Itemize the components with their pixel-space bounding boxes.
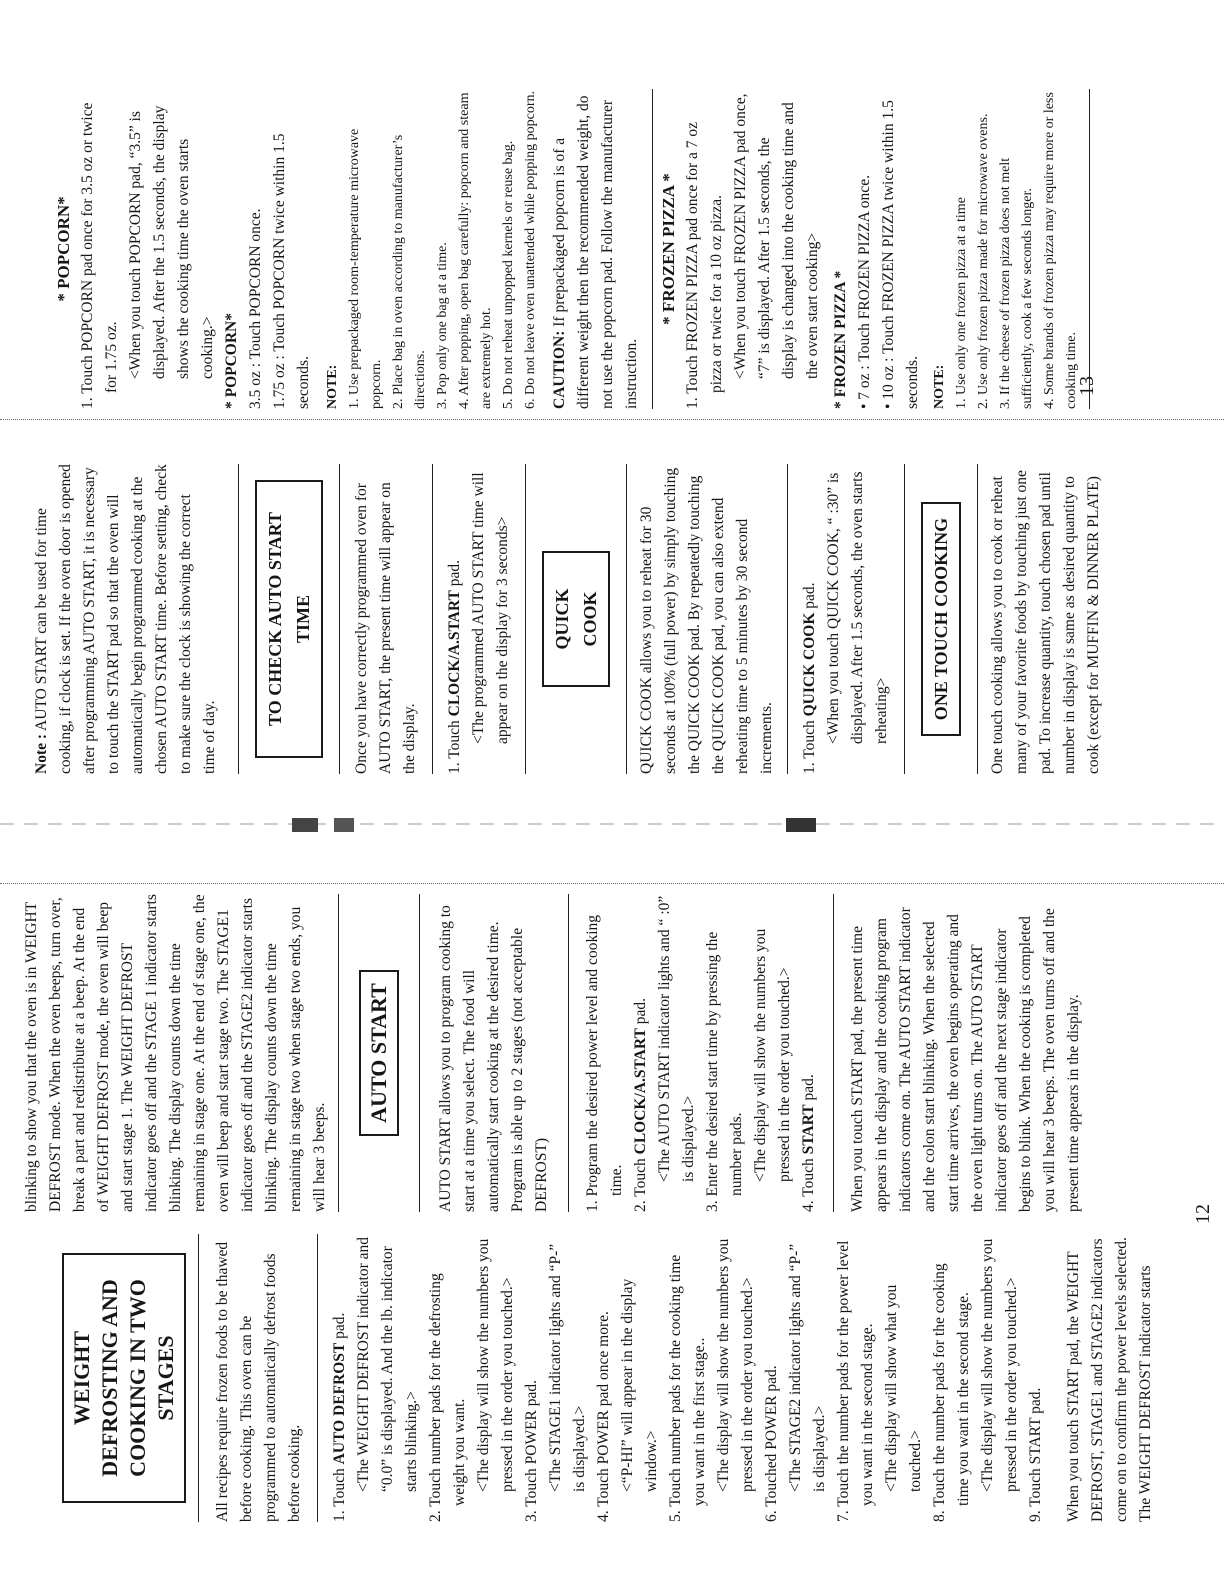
step-bold: CLOCK/A.START [446,590,463,717]
step-number: 1. [801,762,818,774]
step-item [701,894,797,1212]
pizza-summary-heading: * FROZEN PIZZA * [832,270,849,409]
staple-mark [786,818,816,832]
divider [568,894,569,1212]
step-item [629,894,701,1212]
intro-paragraph: All recipes require frozen foods to be thawed before cooking. This oven can be programmed to automatically defrost foods before cooking. [214,1241,303,1522]
pizza-notes [929,89,1083,409]
step-number: 2. [427,1510,444,1522]
staple-mark [292,818,318,832]
caution-label: CAUTION: [551,330,568,409]
divider [525,464,526,774]
step-text: Touch POWER pad. [523,1379,540,1507]
step-number: 1. [684,397,701,409]
step-text: Touch POWER pad once more. [595,1311,612,1507]
note-label: Note : [33,733,50,774]
step-number: 1. [331,1510,348,1522]
pizza-step [681,89,825,409]
note-item: 3. If the cheese of frozen pizza does not melt sufficiently, cook a few seconds longer. [998,157,1035,409]
step-sub: <When you touch FROZEN PIZZA pad once, “7” is displayed. After 1.5 seconds, the display is changed into the cooking time and the oven start cooking> [732,93,821,379]
step-sub: <The WEIGHT DEFROST indicator and “0.0” is displayed. And the lb. indicator starts blinking.> [355,1237,420,1492]
divider [338,894,339,1212]
column-weight-defrost [62,1234,1224,1522]
step-number: 7. [835,1510,852,1522]
step-text: Touch [331,1464,348,1507]
note-item: 4. After popping, open bag carefully: popcorn and steam are extremely hot. [457,92,494,409]
note-item: 6. Do not leave oven unattended while popping popcorn. [523,90,538,409]
pizza-summary-1: • 7 oz : Touch FROZEN PIZZA once. [856,175,873,409]
note-text: AUTO START can be used for time cooking, if clock is set. If the oven door is opened after programming AUTO START, it is necessary to touch the START pad so that the oven will automatically begin programmed cooking at the chosen AUTO START time. Before setting, check to make sure the clock is showing the correct time of day. [33,464,218,774]
step-text-after: pad. [331,1312,348,1343]
section-title-weight-defrost [62,1253,186,1503]
page-number-left: 12 [1192,1204,1214,1224]
column-separator [0,419,1224,420]
section-title-one-touch [921,502,961,736]
popcorn-notes [322,89,542,409]
step-item [520,1234,592,1522]
popcorn-note-label: NOTE: [325,364,340,409]
step-item [664,1234,760,1522]
staple-mark [334,818,354,832]
divider [626,464,627,774]
divider [1089,89,1090,409]
pizza-heading: * FROZEN PIZZA * [659,173,678,325]
step-number: 1. [79,397,96,409]
step-item [328,1234,424,1522]
step-sub: <The AUTO START indicator lights and “ :0” is displayed.> [656,895,697,1182]
step-text: Touch START pad. [1027,1387,1044,1507]
popcorn-heading: * POPCORN* [54,196,73,302]
step-number: 6. [763,1510,780,1522]
pizza-steps-list [681,89,825,409]
divider [904,464,905,774]
step-text: Touched POWER pad. [763,1365,780,1507]
step-item [832,1234,928,1522]
quick-cook-step [798,464,894,774]
step-text-after: pad. [632,998,649,1029]
step-item [424,1234,520,1522]
step-text: Touch the number pads for the power level you want in the second stage. [835,1240,876,1507]
step-text: Touch [800,1154,817,1197]
step-text: Touch number pads for the defrosting weight you want. [427,1273,468,1507]
step-text: Touch [446,716,463,759]
step-bold: CLOCK/A.START [632,1028,649,1155]
pizza-notes-list [951,89,1083,409]
quick-cook-steps-list [798,464,894,774]
fold-line [0,764,1224,884]
check-step [443,464,515,774]
check-steps-list [443,464,515,774]
step-number: 4. [595,1510,612,1522]
auto-start-steps-list [581,894,821,1212]
popcorn-summary-1: 3.5 oz : Touch POPCORN once. [247,208,264,409]
step-text: Touch FROZEN PIZZA pad once for a 7 oz pizza or twice for a 10 oz pizza. [684,121,725,394]
auto-start-closing: When you touch START pad, the present time appears in the display and the cooking program indicators come on. The AUTO START indicator and the colon start blinking. When the selected start time arrives, the oven begins operating and the oven light turns on. The AUTO START indicator goes off and the next stage indicator begins to blink. When the cooking is completed you will hear 3 beeps. The oven turns off and the present time appears in the display. [849,907,1082,1212]
step-text: Touch [632,1154,649,1197]
step-number: 2. [632,1200,649,1212]
note-item: 1. Use only one frozen pizza at a time [954,197,969,409]
step-item [581,894,629,1212]
column-auto-start [20,894,1224,1212]
page-number-right: 13 [1076,376,1098,396]
one-touch-intro: One touch cooking allows you to cook or reheat many of your favorite foods by touching just one pad. To increase quantity, touch chosen pad until number in display is same as desired quantity to cook (except for MUFFIN & DINNER PLATE) [989,470,1102,774]
auto-start-intro: AUTO START allows you to program cooking to start at a time you select. The food will automatically start cooking at the desired time. Program is able up to 2 stages (not acceptable DEFROST) [437,905,550,1212]
title-line-1: WEIGHT DEFROSTING AND [69,1279,122,1477]
check-intro: Once you have correctly programmed oven for AUTO START, the present time will appear on the display. [353,482,418,774]
quick-cook-title: QUICK COOK [552,588,600,650]
step-number: 1. [584,1200,601,1212]
step-number: 4. [800,1200,817,1212]
caution-text: If prepackaged popcorn is of a different weight then the recommended weight, do not use the popcorn pad. Follow the manufacturer instruction. [551,95,640,409]
step-sub: <The programmed AUTO START time will appear on the display for 3 seconds> [470,472,511,744]
step-text-after: pad. [801,582,818,613]
closing-paragraph: When you touch START pad, the WEIGHT DEFROST, STAGE1 and STAGE2 indicators come on to confirm the power levels selected. The WEIGHT DEFROST indicator starts [1065,1237,1154,1522]
step-sub: <When you touch QUICK COOK, “ :30” is displayed. After 1.5 seconds, the oven starts reheating> [825,471,890,744]
popcorn-caution [548,89,644,409]
popcorn-notes-list [344,89,542,409]
step-item [797,894,821,1212]
note-item: 3. Pop only one bag at a time. [435,242,450,409]
divider [833,894,834,1212]
step-sub: <The display will show the numbers you pressed in the order you touched.> [979,1238,1020,1492]
divider [787,464,788,774]
popcorn-summary-2: 1.75 oz : Touch POPCORN twice within 1.5 seconds. [271,133,312,409]
divider [652,89,653,409]
popcorn-step [76,89,220,409]
divider [339,464,340,774]
column-popcorn-pizza [52,89,1224,409]
column-right-page [30,464,1224,774]
note-item: 2. Use only frozen pizza made for microwave ovens. [976,113,991,409]
quick-cook-intro: QUICK COOK allows you to reheat for 30 seconds at 100% (full power) by simply touching the QUICK COOK pad. By repeatedly touching the QUICK COOK pad, you can also extend reheating time to 5 minutes by 30 second increments. [638,467,775,774]
step-number: 3. [523,1510,540,1522]
note-item: 5. Do not reheat unpopped kernels or reuse bag. [501,140,516,409]
note-item: 2. Place bag in oven according to manufacturer’s directions. [391,134,428,409]
step-number: 3. [704,1200,721,1212]
step-text: Touch [801,716,818,759]
auto-start-title: AUTO START [366,983,391,1123]
divider [198,1234,199,1522]
popcorn-summary-heading: * POPCORN* [223,312,240,409]
divider [317,1234,318,1522]
step-bold: START [800,1104,817,1155]
step-sub: <The STAGE2 indicator lights and “P-” is displayed.> [787,1243,828,1492]
title-line-2: COOKING IN TWO STAGES [125,1279,178,1477]
step-text: Program the desired power level and cooking time. [584,915,625,1197]
step-bold: QUICK COOK [801,612,818,717]
step-sub: <The display will show what you touched.> [883,1284,924,1492]
step-text: Enter the desired start time by pressing the number pads. [704,931,745,1197]
step-item [760,1234,832,1522]
auto-start-note [30,464,222,774]
one-touch-title: ONE TOUCH COOKING [931,517,951,721]
step-sub: <The STAGE1 indicator lights and “P-” is displayed.> [547,1243,588,1492]
step-item [928,1234,1024,1522]
check-title: TO CHECK AUTO START TIME [265,512,313,726]
step-sub: <The display will show the numbers you pressed in the order you touched.> [475,1238,516,1492]
divider [419,894,420,1212]
step-number: 8. [931,1510,948,1522]
step-sub: <The display will show the numbers you pressed in the order you touched.> [752,928,793,1182]
step-text-after: pad. [446,560,463,591]
step-number: 1. [446,762,463,774]
pizza-summary-2: • 10 oz : Touch FROZEN PIZZA twice within 1.5 seconds. [880,100,921,409]
pizza-note-label: NOTE: [932,364,947,409]
step-number: 9. [1027,1510,1044,1522]
divider [977,464,978,774]
step-sub: <“P-HI” will appear in the display window.> [619,1278,660,1492]
step-item [1024,1234,1048,1522]
step-sub: <When you touch POPCORN pad, “3.5” is displayed. After the 1.5 seconds, the display shows the cooking time the oven starts cooking.> [127,105,216,379]
step-item [592,1234,664,1522]
note-item: 4. Some brands of frozen pizza may require more or less cooking time. [1042,92,1079,409]
popcorn-steps-list [76,89,220,409]
section-title-quick-cook [542,551,610,687]
step-bold: AUTO DEFROST [331,1342,348,1465]
divider [432,464,433,774]
step-number: 5. [667,1510,684,1522]
step-text-after: pad. [800,1074,817,1105]
step-text: Touch the number pads for the cooking time you want in the second stage. [931,1263,972,1507]
defrost-steps-list [328,1234,1048,1522]
section-title-check-auto-start [255,480,323,758]
divider [238,464,239,774]
step-sub: <The display will show the numbers you pressed in the order you touched.> [715,1238,756,1492]
step-text: Touch number pads for the cooking time you want in the first stage.. [667,1254,708,1507]
step-text: Touch POPCORN pad once for 3.5 oz or twice for 1.75 oz. [79,102,120,394]
note-item: 1. Use prepackaged room-temperature microwave popcorn. [347,128,384,409]
defrost-continued-paragraph: blinking to show you that the oven is in WEIGHT DEFROST mode. When the oven beeps, turn over, break a part and redistribute at a beep. At the end of WEIGHT DEFROST mode, the oven will beep and start stage 1. The WEIGHT DEFROST indicator goes off and the STAGE 1 indicator starts blinking. The display counts down the time remaining in stage one. At the end of stage one, the oven will beep and start stage two. The STAGE1 indicator goes off and the STAGE2 indicator starts blinking. The display counts down the time remaining in stage two when stage two ends, you will hear 3 beeps. [23,894,328,1212]
section-title-auto-start [359,970,399,1136]
